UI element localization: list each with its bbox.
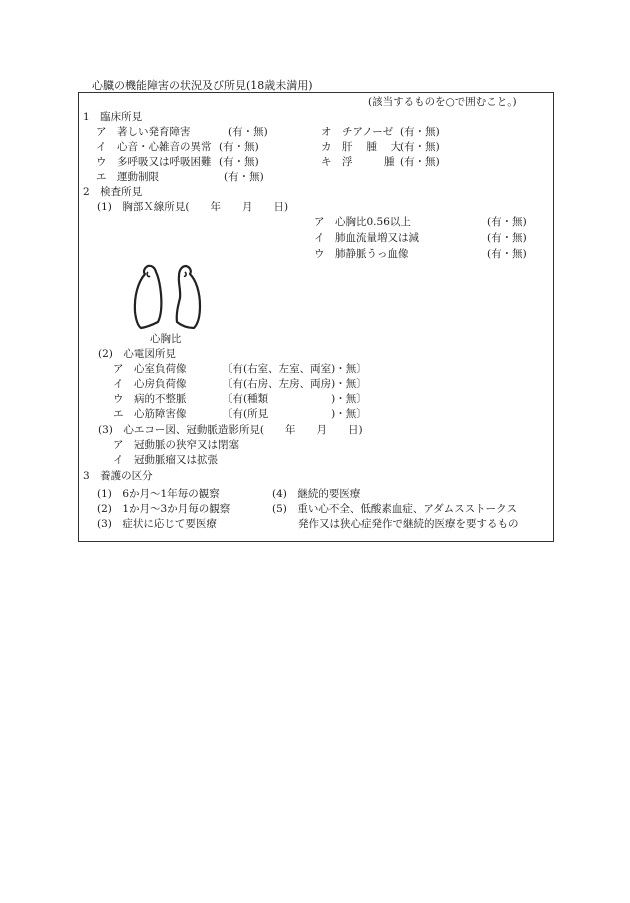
care-class-5-continued: 発作又は狭心症発作で継続的医療を要するもの [298, 518, 519, 530]
item-u-choice[interactable]: (有・無) [219, 156, 259, 168]
care-class-5[interactable]: (5) 重い心不全、低酸素血症、アダムスストークス [272, 503, 518, 515]
xray-label[interactable]: (1) 胸部Ｘ線所見( 年 月 日) [97, 201, 289, 213]
form-title: 心臓の機能障害の状況及び所見(18歳未満用) [92, 79, 313, 92]
care-class-4[interactable]: (4) 継続的要医療 [272, 488, 361, 500]
echo-i: イ 冠動脈瘤又は拡張 [113, 454, 218, 466]
heart-outline-icon [130, 262, 206, 334]
echo-a: ア 冠動脈の狭窄又は閉塞 [113, 439, 239, 451]
xray-i-label: イ 肺血流量増又は減 [314, 232, 419, 244]
item-u-label: ウ 多呼吸又は呼吸困難 [96, 156, 212, 168]
xray-u-label: ウ 肺静脈うっ血像 [314, 248, 409, 260]
ecg-i-choice[interactable]: 〔有(右房、左房、両房)・無〕 [222, 378, 367, 390]
ecg-a-label: ア 心室負荷像 [113, 363, 187, 375]
ecg-e-label: エ 心筋障害像 [113, 408, 187, 420]
item-e-label: エ 運動制限 [96, 171, 159, 183]
ecg-label: (2) 心電図所見 [98, 348, 176, 360]
section-1-heading: 1 臨床所見 [83, 111, 143, 123]
item-i-choice[interactable]: (有・無) [219, 141, 259, 153]
instruction-text: (該当するものを○で囲むこと。) [368, 96, 517, 108]
section-2-heading: 2 検査所見 [83, 186, 143, 198]
ecg-u-choice[interactable]: 〔有(種類 )・無〕 [222, 393, 367, 405]
item-a-label: ア 著しい発育障害 [96, 126, 191, 138]
xray-a-choice[interactable]: (有・無) [487, 216, 527, 228]
xray-u-choice[interactable]: (有・無) [487, 248, 527, 260]
item-i-label: イ 心音・心雑音の異常 [96, 141, 212, 153]
item-o-choice[interactable]: (有・無) [400, 126, 440, 138]
xray-i-choice[interactable]: (有・無) [487, 232, 527, 244]
item-o-label: オ チアノーゼ [321, 126, 394, 138]
ecg-e-choice[interactable]: 〔有(所見 )・無〕 [222, 408, 367, 420]
xray-a-label: ア 心胸比0.56以上 [314, 216, 411, 228]
item-e-choice[interactable]: (有・無) [224, 171, 264, 183]
item-ki-label: キ 浮 腫 [321, 156, 395, 168]
ecg-a-choice[interactable]: 〔有(右室、左室、両室)・無〕 [222, 363, 367, 375]
item-ka-choice[interactable]: (有・無) [400, 141, 440, 153]
section-3-heading: 3 養護の区分 [83, 470, 153, 482]
item-a-choice[interactable]: (有・無) [228, 126, 268, 138]
cardiothoracic-ratio-label: 心胸比 [150, 333, 182, 345]
echo-label[interactable]: (3) 心エコー図、冠動脈造影所見( 年 月 日) [98, 424, 363, 436]
care-class-1[interactable]: (1) 6か月～1年毎の観察 [97, 488, 220, 500]
item-ki-choice[interactable]: (有・無) [400, 156, 440, 168]
care-class-2[interactable]: (2) 1か月～3か月毎の観察 [97, 503, 231, 515]
care-class-3[interactable]: (3) 症状に応じて要医療 [97, 518, 217, 530]
ecg-i-label: イ 心房負荷像 [113, 378, 187, 390]
item-ka-label: カ 肝 腫 大 [321, 141, 402, 153]
ecg-u-label: ウ 病的不整脈 [113, 393, 187, 405]
